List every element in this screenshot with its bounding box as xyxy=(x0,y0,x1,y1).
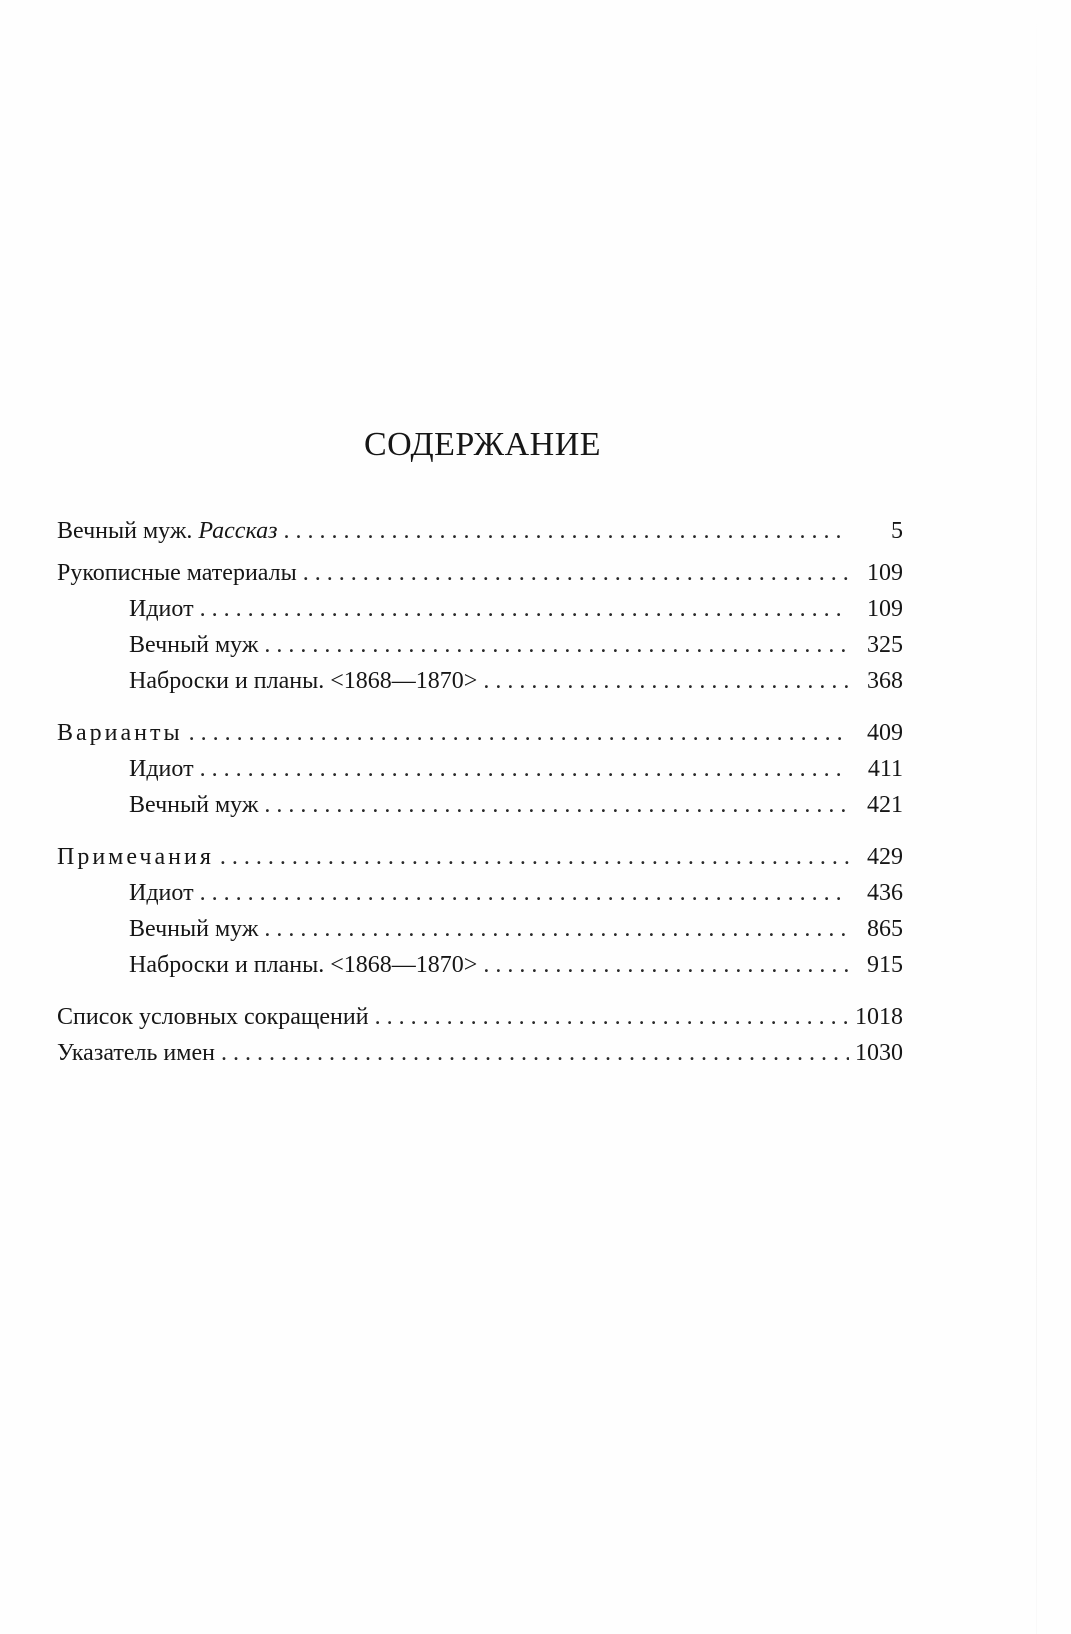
dot-leader xyxy=(200,875,849,911)
page-title: СОДЕРЖАНИЕ xyxy=(363,426,602,463)
toc-entry-rukopisnye-materialy xyxy=(57,555,903,591)
toc-entry-title: Наброски и планы. <1868—1870> xyxy=(129,952,478,978)
toc-subentry-vechny-muzh xyxy=(57,911,903,947)
dot-leader xyxy=(283,513,849,549)
toc-page-number: 411 xyxy=(867,756,903,782)
toc-entry-primechaniya xyxy=(57,839,903,875)
dot-leader xyxy=(483,947,849,983)
toc-page-number: 5 xyxy=(891,518,903,544)
table-of-contents xyxy=(57,513,903,1071)
dot-leader xyxy=(264,911,849,947)
dot-leader xyxy=(264,627,849,663)
toc-page-number: 421 xyxy=(867,792,903,818)
toc-subentry-nabroski xyxy=(57,947,903,983)
toc-subentry-nabroski xyxy=(57,663,903,699)
dot-leader xyxy=(264,787,849,823)
dot-leader xyxy=(221,1035,849,1071)
toc-entry-title: Вечный муж xyxy=(129,632,259,658)
toc-entry-title: Вечный муж xyxy=(129,792,259,818)
toc-page-number: 409 xyxy=(867,720,903,746)
toc-page-number: 1018 xyxy=(855,1004,903,1030)
toc-entry-title: Идиот xyxy=(129,756,194,782)
toc-entry-title: Варианты xyxy=(57,720,183,746)
toc-entry-vechny-muzh xyxy=(57,513,903,549)
toc-entry-title: Примечания xyxy=(57,844,214,870)
page-edge-shadow xyxy=(1036,0,1037,1634)
dot-leader xyxy=(220,839,849,875)
toc-page-number: 429 xyxy=(867,844,903,870)
toc-page-number: 865 xyxy=(867,916,903,942)
toc-subentry-idiot xyxy=(57,751,903,787)
toc-entry-title: Идиот xyxy=(129,596,194,622)
toc-page-number: 1030 xyxy=(855,1040,903,1066)
toc-entry-title: Наброски и планы. <1868—1870> xyxy=(129,668,478,694)
toc-entry-title: Рукописные материалы xyxy=(57,560,297,586)
toc-entry-subtitle: Рассказ xyxy=(198,518,278,544)
toc-entry-title: Идиот xyxy=(129,880,194,906)
toc-page-number: 325 xyxy=(867,632,903,658)
toc-entry-title: Список условных сокращений xyxy=(57,1004,369,1030)
dot-leader xyxy=(375,999,849,1035)
toc-entry-ukazatel-imen xyxy=(57,1035,903,1071)
toc-page-number: 109 xyxy=(867,596,903,622)
toc-page-number: 109 xyxy=(867,560,903,586)
toc-entry-title: Указатель имен xyxy=(57,1040,215,1066)
toc-subentry-idiot xyxy=(57,875,903,911)
toc-subentry-idiot xyxy=(57,591,903,627)
toc-page-number: 368 xyxy=(867,668,903,694)
dot-leader xyxy=(200,751,849,787)
toc-page-number: 915 xyxy=(867,952,903,978)
toc-entry-title: Вечный муж. xyxy=(57,518,199,544)
dot-leader xyxy=(303,555,849,591)
toc-entry-spisok-sokrashcheniy xyxy=(57,999,903,1035)
dot-leader xyxy=(189,715,849,751)
dot-leader xyxy=(200,591,849,627)
toc-entry-title: Вечный муж xyxy=(129,916,259,942)
dot-leader xyxy=(483,663,849,699)
toc-subentry-vechny-muzh xyxy=(57,787,903,823)
toc-page-number: 436 xyxy=(867,880,903,906)
toc-entry-varianty xyxy=(57,715,903,751)
toc-subentry-vechny-muzh xyxy=(57,627,903,663)
